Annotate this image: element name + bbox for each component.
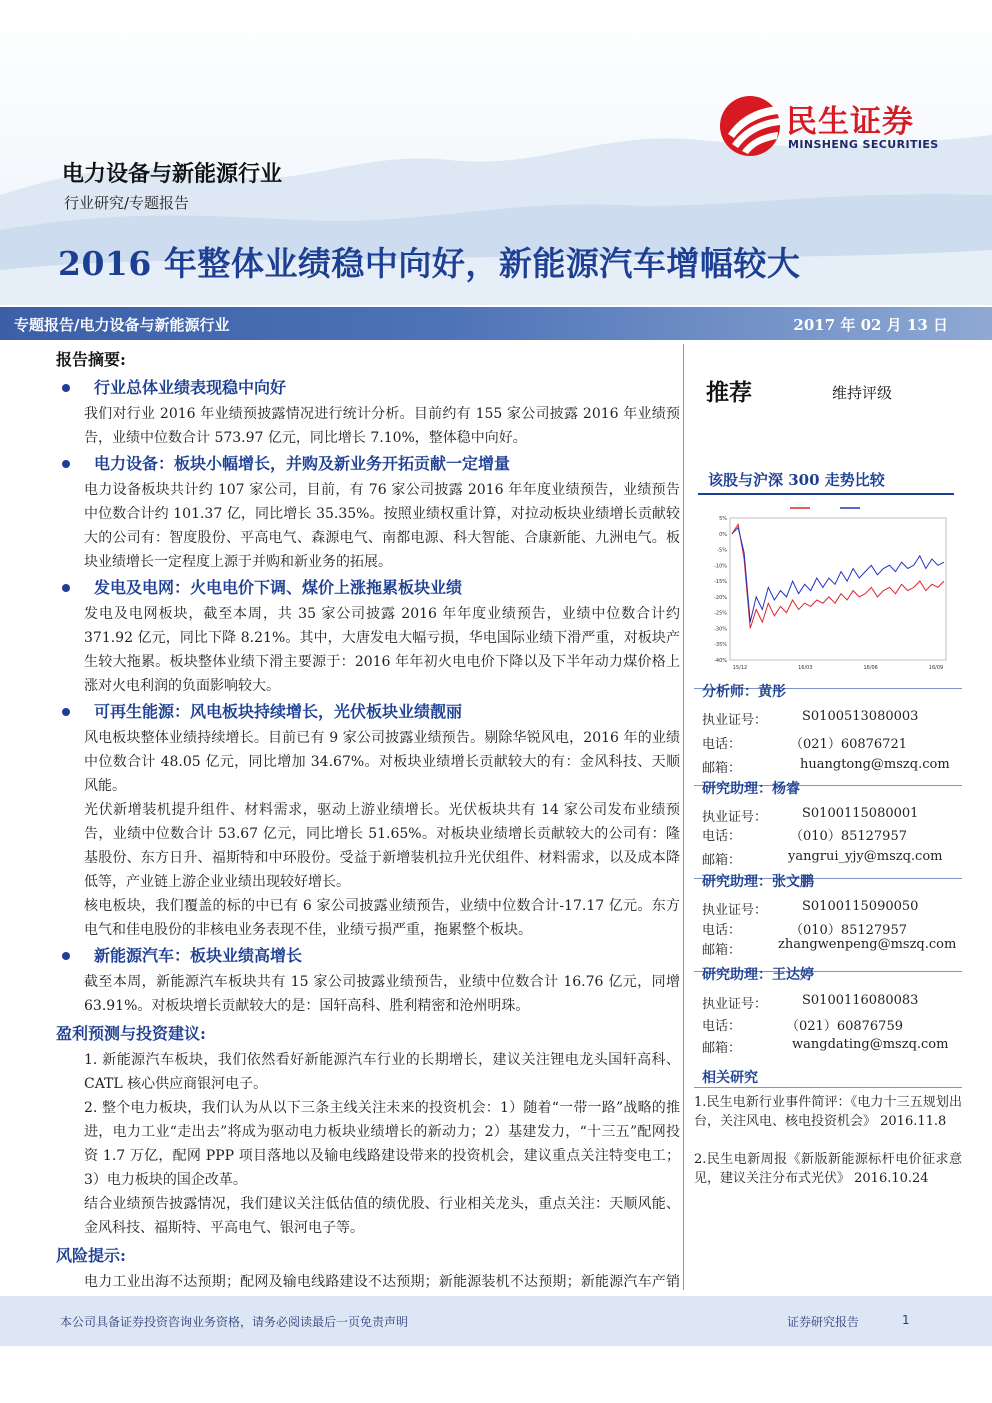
assistant-tel: （010）85127957 — [790, 923, 907, 938]
y-tick-label: -30% — [714, 626, 727, 633]
summary-column — [56, 348, 680, 1318]
x-tick-label: 16/09 — [928, 665, 944, 671]
assistant-tel: （010）85127957 — [790, 829, 907, 844]
summary-paragraph: 风电板块整体业绩持续增长。目前已有 9 家公司披露业绩预告。剔除华锐风电，2016 年的业绩中位数合计 48.05 亿元，同比增加 34.67%。对板块业绩增长贡献较大的有：金风科技、天顺风能。 — [84, 730, 680, 794]
assistant-tel-label: 电话： — [702, 829, 742, 844]
risk-title: 风险提示: — [56, 1246, 126, 1265]
assistant-email[interactable]: yangrui_yjy@mszq.com — [788, 849, 943, 864]
assistant-cert-label: 执业证号： — [702, 997, 768, 1012]
bullet-icon — [62, 708, 70, 716]
assistant-label: 研究助理：杨睿 — [702, 781, 800, 797]
related-report-item[interactable]: 2.民生电新周报《新版新能源标杆电价征求意见，建议关注分布式光伏》 2016.10.24 — [694, 1152, 962, 1186]
footer-label: 证券研究报告 — [787, 1315, 860, 1329]
rating-recommend: 推荐 — [706, 380, 752, 406]
assistant-mail-label: 邮箱： — [702, 1041, 742, 1056]
forecast-title: 盈利预测与投资建议: — [56, 1024, 206, 1043]
y-tick-label: -15% — [714, 579, 727, 586]
y-tick-label: -5% — [717, 547, 727, 554]
analyst-mail-label: 邮箱： — [702, 761, 742, 776]
y-tick-label: -40% — [714, 658, 727, 664]
rating-status: 维持评级 — [832, 384, 893, 402]
assistant-label: 研究助理：张文鹏 — [702, 874, 814, 890]
page-number: 1 — [902, 1313, 910, 1327]
summary-section-heading: 可再生能源：风电板块持续增长，光伏板块业绩靓丽 — [56, 700, 680, 724]
bullet-icon — [62, 952, 70, 960]
assistant-label: 研究助理：王达婷 — [702, 967, 814, 983]
chart-title-underline — [698, 493, 954, 495]
report-category: 专题报告/电力设备与新能源行业 — [14, 316, 230, 334]
bullet-icon — [62, 460, 70, 468]
assistant-tel-label: 电话： — [702, 1019, 742, 1034]
related-title: 相关研究 — [702, 1070, 758, 1086]
summary-paragraph: 光伏新增装机提升组件、材料需求，驱动上游业绩增长。光伏板块共有 14 家公司发布业绩预告，业绩中位数合计 53.67 亿元，同比增长 51.65%。对板块业绩增长贡献较大的公司有：隆基股份、东方日升、福斯特和中环股份。受益于新增装机拉升光伏组件、材料需求，以及成本降低等，产业链上游企业业绩出现较好增长。 — [84, 802, 680, 890]
y-tick-label: -25% — [714, 610, 727, 617]
logo-name-cn: 民生证券 — [786, 104, 914, 140]
bullet-icon — [62, 384, 70, 392]
risk-paragraph: 电力工业出海不达预期；配网及输电线路建设不达预期；新能源装机不达预期；新能源汽车产销 — [84, 1274, 680, 1290]
report-headline: 2016 年整体业绩稳中向好，新能源汽车增幅较大 — [58, 244, 801, 283]
analyst-cert-label: 执业证号： — [702, 713, 768, 728]
page-footer — [0, 1296, 992, 1346]
assistant-cert: S0100116080083 — [802, 993, 919, 1008]
series-line-2 — [732, 528, 944, 623]
forecast-paragraph: 结合业绩预告披露情况，我们建议关注低估值的绩优股、行业相关龙头，重点关注：天顺风能、金风科技、福斯特、平高电气、银河电子等。 — [84, 1196, 680, 1236]
y-tick-label: -20% — [714, 594, 727, 601]
summary-section-heading: 电力设备：板块小幅增长，并购及新业务开拓贡献一定增量 — [56, 452, 680, 476]
minsheng-logo-icon — [720, 94, 784, 158]
company-logo — [720, 94, 950, 158]
report-date: 2017 年 02 月 13 日 — [793, 316, 948, 334]
y-tick-label: -35% — [714, 642, 727, 649]
column-divider — [683, 344, 684, 1290]
x-tick-label: 16/03 — [798, 665, 813, 671]
summary-section-heading: 新能源汽车：板块业绩高增长 — [56, 944, 680, 968]
assistant-cert: S0100115080001 — [802, 806, 919, 821]
y-tick-label: 5% — [719, 516, 727, 522]
assistant-email[interactable]: wangdating@mszq.com — [792, 1037, 949, 1052]
summary-paragraph: 截至本周，新能源汽车板块共有 15 家公司披露业绩预告，业绩中位数合计 16.76 亿元，同增 63.91%。对板块增长贡献较大的是：国轩高科、胜利精密和沧州明珠。 — [84, 974, 680, 1014]
assistant-mail-label: 邮箱： — [702, 943, 742, 958]
x-tick-label: 16/06 — [863, 665, 878, 671]
analyst-email[interactable]: huangtong@mszq.com — [800, 757, 950, 772]
summary-paragraph: 核电板块，我们覆盖的标的中已有 6 家公司披露业绩预告，业绩中位数合计-17.17 亿元。东方电气和佳电股份的非核电业务表现不佳，业绩亏损严重，拖累整个板块。 — [84, 898, 680, 938]
y-tick-label: 0% — [719, 531, 727, 538]
summary-paragraph: 发电及电网板块，截至本周，共 35 家公司披露 2016 年年度业绩预告，业绩中位数合计约 371.92 亿元，同比下降 8.21%。其中，大唐发电大幅亏损，华电国际业绩下滑严重，对板块产生较大拖累。板块整体业绩下滑主要源于：2016 年年初火电电价下降以及下半年动力煤价格上涨对火电利润的负面影响较大。 — [84, 606, 680, 694]
chart-title: 该股与沪深 300 走势比较 — [708, 471, 885, 489]
summary-paragraph: 电力设备板块共计约 107 家公司，目前，有 76 家公司披露 2016 年年度业绩预告，业绩预告中位数合计约 101.37 亿，同比增长 35.35%。按照业绩权重计算，对拉动板块业绩增长贡献较大的公司有：智度股份、平高电气、森源电气、南都电源、科大智能、合康新能、九洲电气。板块业绩增长一定程度上源于并购和新业务的拓展。 — [84, 482, 680, 570]
assistant-cert-label: 执业证号： — [702, 810, 768, 825]
assistant-email[interactable]: zhangwenpeng@mszq.com — [778, 937, 957, 952]
y-tick-label: -10% — [714, 563, 727, 570]
report-info-bar — [0, 307, 992, 340]
bullet-icon — [62, 584, 70, 592]
assistant-cert-label: 执业证号： — [702, 903, 768, 918]
forecast-paragraph: 2. 整个电力板块，我们认为从以下三条主线关注未来的投资机会：1）随着“一带一路”战略的推进，电力工业“走出去”将成为驱动电力板块业绩增长的新动力；2）基建发力，“十三五”配网投资 1.7 万亿，配网 PPP 项目落地以及输电线路建设带来的投资机会，建议重点关注特变电工；3）电力板块的国企改革。 — [84, 1100, 680, 1188]
related-report-item[interactable]: 1.民生电新行业事件简评：《电力十三五规划出台，关注风电、核电投资机会》 2016.11.8 — [694, 1095, 962, 1129]
series-line-1 — [732, 524, 944, 628]
summary-section-heading: 行业总体业绩表现稳中向好 — [56, 376, 680, 400]
assistant-tel: （021）60876759 — [786, 1019, 903, 1034]
assistant-mail-label: 邮箱： — [702, 853, 742, 868]
x-tick-label: 15/12 — [732, 665, 748, 671]
report-type: 行业研究/专题报告 — [64, 194, 190, 212]
analyst-cert: S0100513080003 — [802, 709, 919, 724]
performance-comparison-chart — [700, 500, 952, 676]
section-divider — [694, 1087, 962, 1088]
assistant-tel-label: 电话： — [702, 923, 742, 938]
analyst-tel-label: 电话： — [702, 737, 742, 752]
analyst-tel: （021）60876721 — [790, 737, 907, 752]
logo-name-en: MINSHENG SECURITIES — [788, 138, 939, 151]
analyst-label: 分析师：黄彤 — [702, 684, 786, 700]
forecast-paragraph: 1. 新能源汽车板块，我们依然看好新能源汽车行业的长期增长，建议关注锂电龙头国轩高科、CATL 核心供应商银河电子。 — [84, 1052, 680, 1092]
footer-disclaimer: 本公司具备证券投资咨询业务资格，请务必阅读最后一页免责声明 — [60, 1315, 409, 1329]
chart-plot-area — [730, 518, 946, 660]
summary-paragraph: 我们对行业 2016 年业绩预披露情况进行统计分析。目前约有 155 家公司披露 2016 年业绩预告，业绩中位数合计 573.97 亿元，同比增长 7.10%，整体稳中向好。 — [84, 406, 680, 446]
assistant-cert: S0100115090050 — [802, 899, 919, 914]
sector-title: 电力设备与新能源行业 — [62, 162, 283, 187]
summary-title: 报告摘要: — [56, 350, 126, 369]
summary-section-heading: 发电及电网：火电电价下调、煤价上涨拖累板块业绩 — [56, 576, 680, 600]
